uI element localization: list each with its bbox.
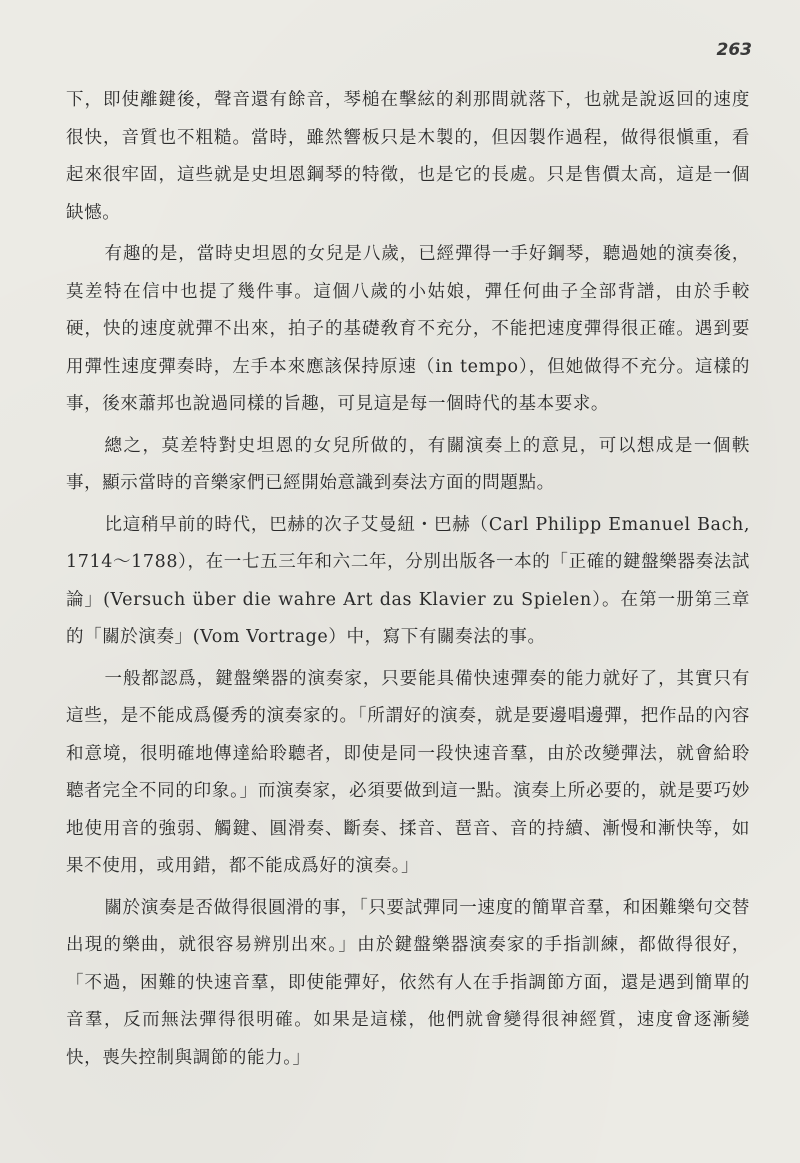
paragraph-2: 有趣的是，當時史坦恩的女兒是八歲，已經彈得一手好鋼琴，聽過她的演奏後，莫差特在信中也提了幾件事。這個八歲的小姑娘，彈任何曲子全部背譜，由於手較硬，快的速度就彈不出來，拍子的基礎敎育不充分，不能把速度彈得很正確。遇到要用彈性速度彈奏時，左手本來應該保持原速（in tempo），但她做得不充分。這樣的事，後來蕭邦也說過同樣的旨趣，可見這是每一個時代的基本要求。 [66, 244, 750, 414]
paragraph-3: 總之，莫差特對史坦恩的女兒所做的，有關演奏上的意見，可以想成是一個軼事，顯示當時的音樂家們已經開始意識到奏法方面的問題點。 [66, 435, 750, 493]
page-number: 263 [716, 40, 752, 60]
paragraph-4: 比這稍早前的時代，巴赫的次子艾曼紐・巴赫（Carl Philipp Emanuel Bach, 1714～1788），在一七五三年和六二年，分別出版各一本的「正確的鍵盤樂器奏法試論」(Versuch über die wahre Art das Klavier zu Spielen）。在第一册第三章的「關於演奏」(Vom Vortrage）中，寫下有關奏法的事。 [66, 514, 750, 647]
paragraph-5: 一般都認爲，鍵盤樂器的演奏家，只要能具備快速彈奏的能力就好了，其實只有這些，是不能成爲優秀的演奏家的。「所謂好的演奏，就是要邊唱邊彈，把作品的內容和意境，很明確地傳達給聆聽者，即使是同一段快速音羣，由於改變彈法，就會給聆聽者完全不同的印象。」而演奏家，必須要做到這一點。演奏上所必要的，就是要巧妙地使用音的強弱、觸鍵、圓滑奏、斷奏、揉音、琶音、音的持續、漸慢和漸快等，如果不使用，或用錯，都不能成爲好的演奏。」 [66, 668, 750, 876]
paragraph-6: 關於演奏是否做得很圓滑的事，「只要試彈同一速度的簡單音羣，和困難樂句交替出現的樂曲，就很容易辨別出來。」由於鍵盤樂器演奏家的手指訓練，都做得很好，「不過，困難的快速音羣，即使能彈好，依然有人在手指調節方面，還是遇到簡單的音羣，反而無法彈得很明確。如果是這樣，他們就會變得很神經質，速度會逐漸變快，喪失控制與調節的能力。」 [66, 897, 750, 1068]
body-text [66, 82, 750, 1077]
paragraph-1: 下，即使離鍵後，聲音還有餘音，琴槌在擊絃的剎那間就落下，也就是說返回的速度很快，音質也不粗糙。當時，雖然響板只是木製的，但因製作過程，做得很愼重，看起來很牢固，這些就是史坦恩鋼琴的特徵，也是它的長處。只是售價太高，這是一個缺憾。 [66, 90, 750, 223]
